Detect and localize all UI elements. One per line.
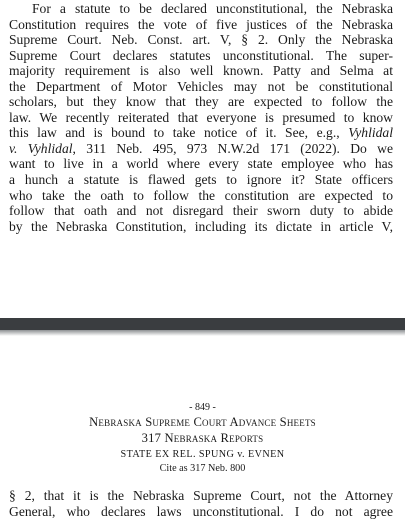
text-line-with-citation xyxy=(9,125,393,141)
page-separator-shadow xyxy=(0,330,405,336)
text-line: law. We recently reiterated that everyone is presumed to know xyxy=(9,109,393,125)
text-line: scholars, but they know that they are expected to follow the xyxy=(9,94,393,110)
text-line: § 2, that it is the Nebraska Supreme Court, not the Attorney xyxy=(9,488,393,503)
text-line-with-citation xyxy=(9,141,393,157)
text-line: who take the oath to follow the constitution are expected to xyxy=(9,187,393,203)
page-separator xyxy=(0,318,405,330)
text-line: For a statute to be declared unconstitutional, the Nebraska xyxy=(32,1,393,16)
text-line: General, who declares laws unconstitutional. I do not agree xyxy=(9,503,393,519)
page-header xyxy=(0,402,405,475)
text-line: by the Nebraska Constitution, including its dictate in article V, xyxy=(9,218,393,234)
text-line: the Department of Motor Vehicles may not be constitutional xyxy=(9,78,393,94)
citation-text: , 311 Neb. 495, 973 N.W.2d 171 (2022). Do we xyxy=(72,140,393,156)
text-fragment: this law and is bound to take notice of it. See, e.g., xyxy=(9,125,349,141)
reporter-volume: 317 Nebraska Reports xyxy=(141,431,264,445)
caption-right: EVNEN xyxy=(247,449,285,460)
page-number: - 849 - xyxy=(189,402,216,413)
opinion-paragraph-top xyxy=(9,1,393,234)
text-line: Supreme Court declares statutes unconstitutional. The super- xyxy=(9,47,393,63)
text-line: Constitution requires the vote of five justices of the Nebraska xyxy=(9,16,393,32)
text-line: want to live in a world where every state employee who has xyxy=(9,156,393,172)
text-line: Supreme Court. Neb. Const. art. V, § 2. Only the Nebraska xyxy=(9,32,393,48)
text-line: a hunch a statute is flawed gets to ignore it? State officers xyxy=(9,172,393,188)
opinion-paragraph-bottom xyxy=(9,488,393,519)
caption-left: STATE EX REL. SPUNG xyxy=(120,449,235,460)
caption-versus: v. xyxy=(237,449,245,460)
case-name-versus: v. Vyhlidal xyxy=(9,140,73,156)
reporter-title: Nebraska Supreme Court Advance Sheets xyxy=(89,415,316,429)
case-caption xyxy=(0,448,405,461)
text-line: majority requirement is also well known. Patty and Selma at xyxy=(9,63,393,79)
text-line: follow that oath and not disregard their sworn duty to abide xyxy=(9,203,393,219)
case-cite: Cite as 317 Neb. 800 xyxy=(159,463,246,474)
case-name: Vyhlidal xyxy=(348,125,393,141)
